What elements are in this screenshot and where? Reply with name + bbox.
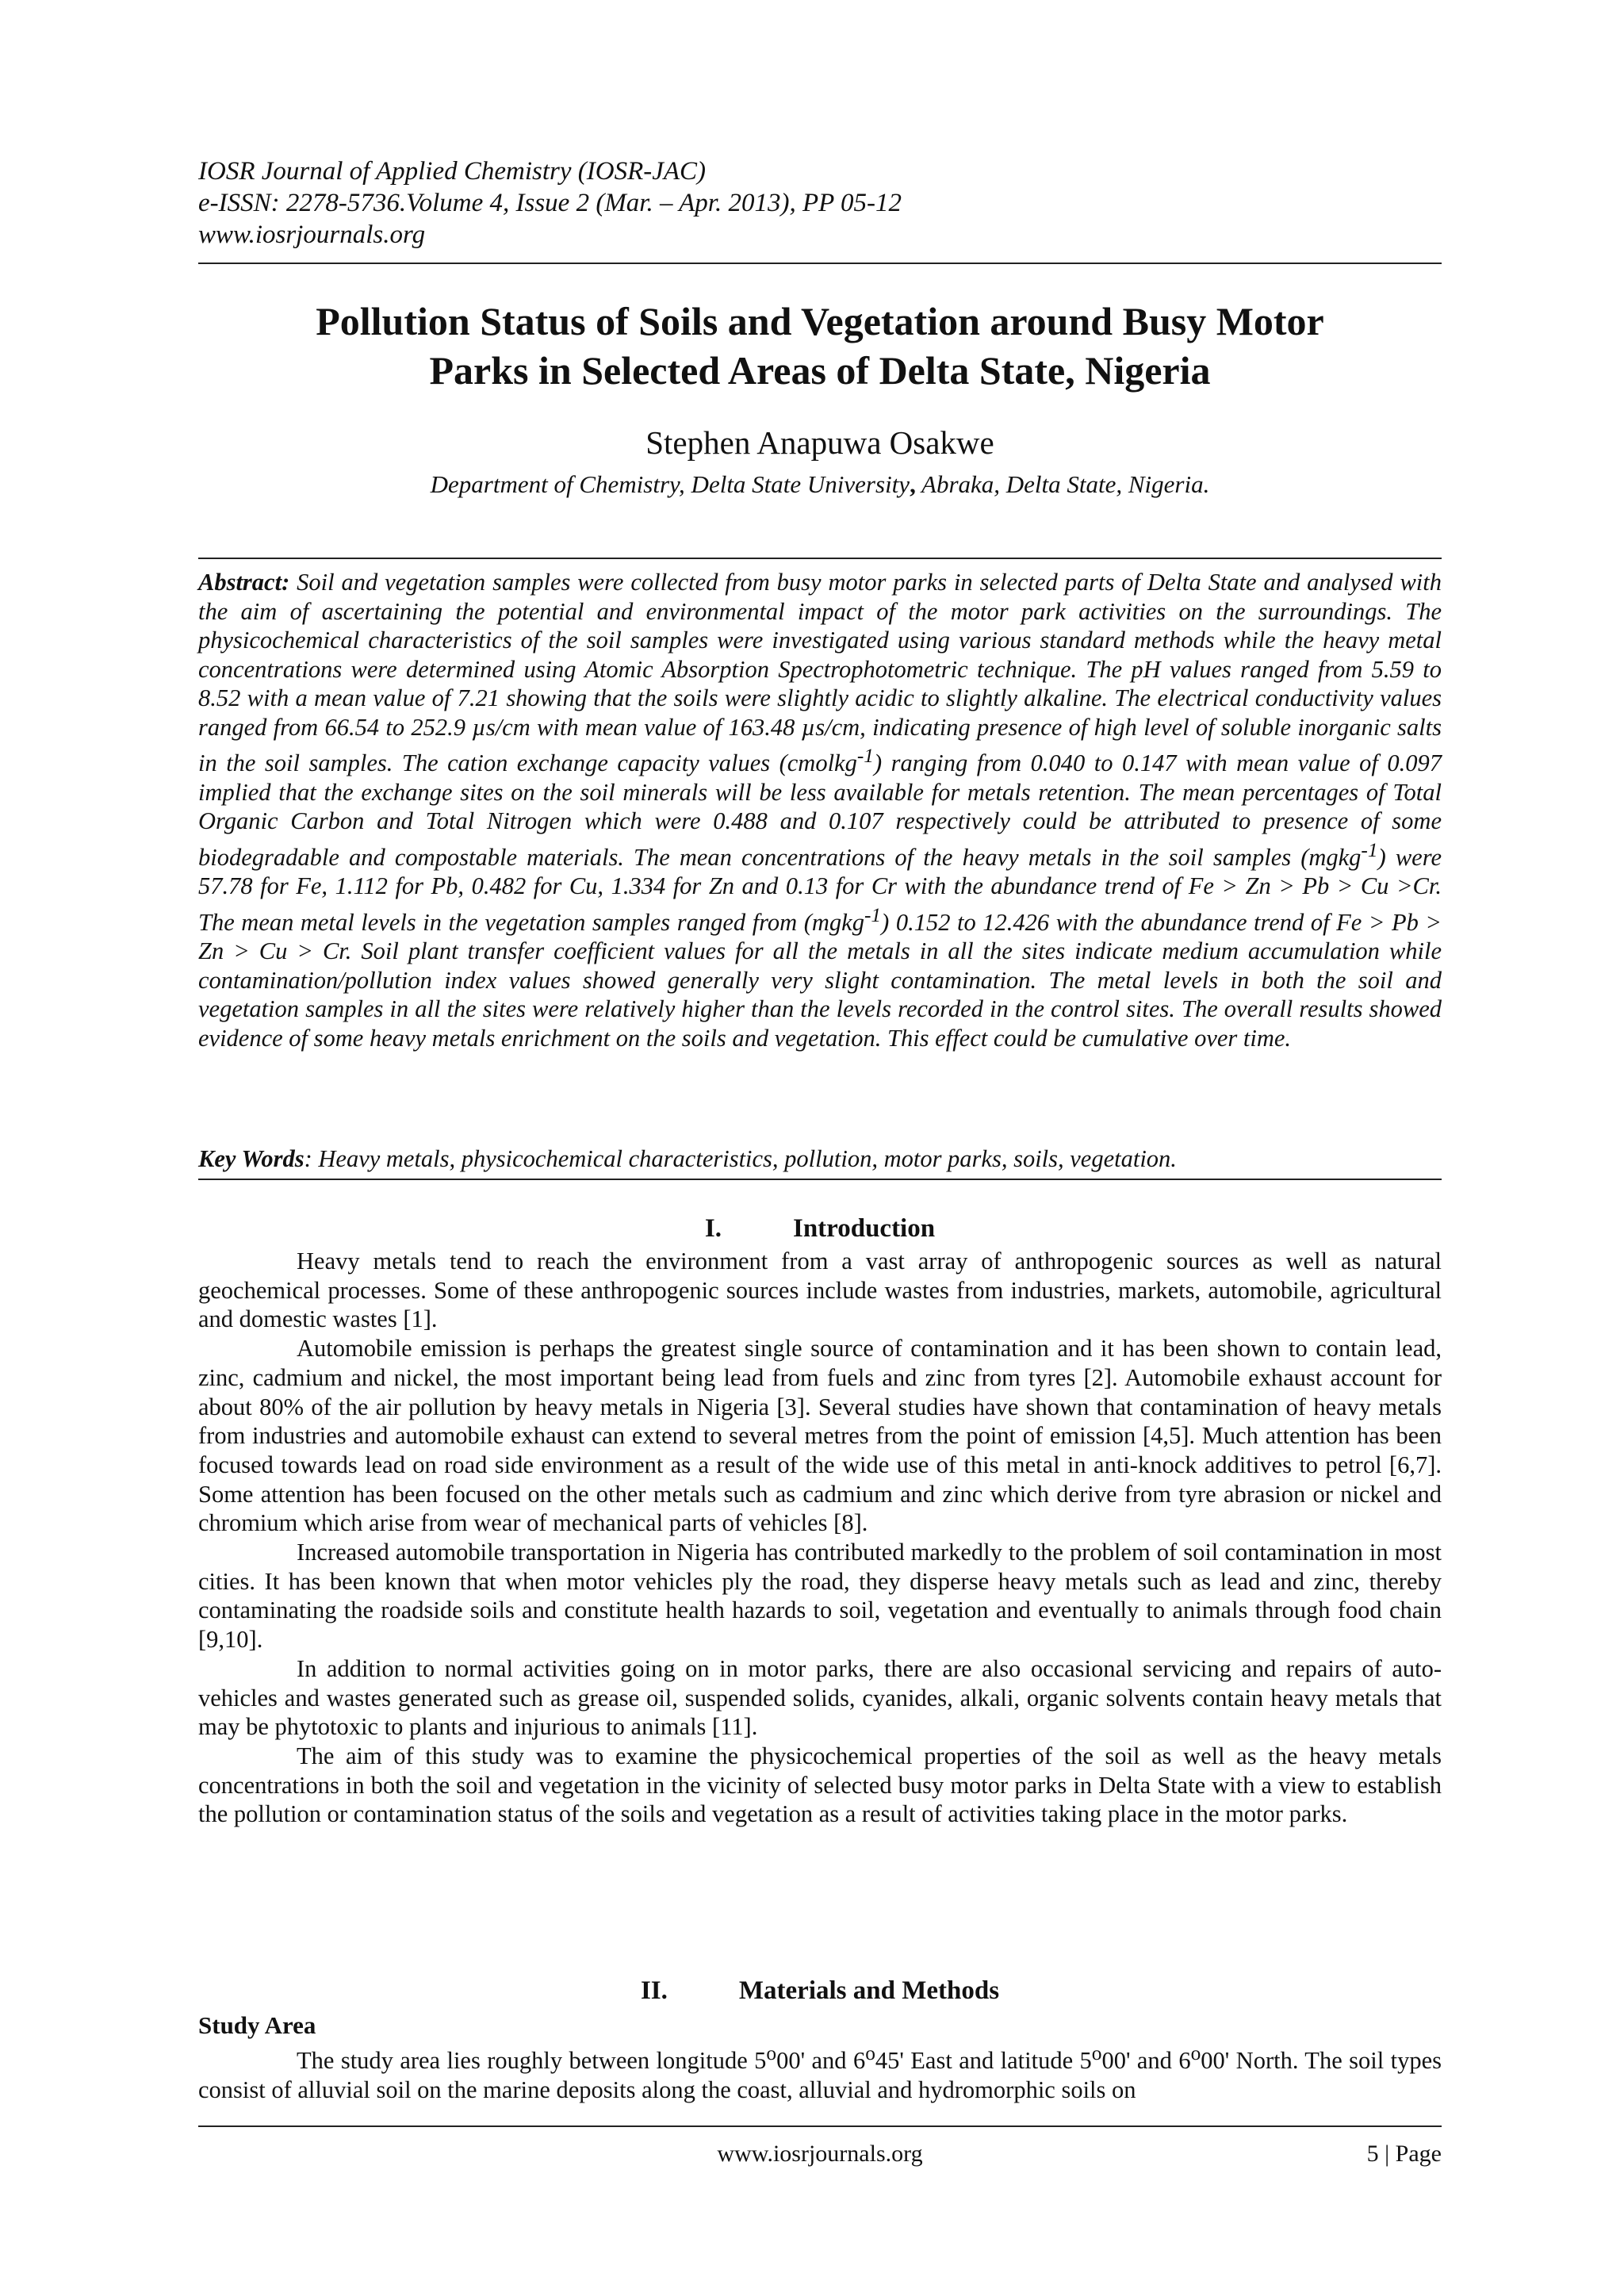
introduction-body xyxy=(198,1247,1442,1829)
affiliation-department: Department of Chemistry, Delta State University xyxy=(430,470,910,498)
paragraph: In addition to normal activities going on in motor parks, there are also occasional servicing and repairs of auto-vehicles and wastes generated such as grease oil, suspended solids, cyanides, alkali, organic solvents contain heavy metals that may be phytotoxic to plants and injurious to animals [11]. xyxy=(198,1654,1442,1741)
degree-sup: o xyxy=(1091,2042,1102,2064)
abstract-text-1: Soil and vegetation samples were collected from busy motor parks in selected parts of Delta State and analysed with the aim of ascertaining the potential and environmental impact of the motor park activities on the surroundings. The physicochemical characteristics of the soil samples were investigated using various standard methods while the heavy metal concentrations were determined using Atomic Absorption Spectrophotometric technique. The pH values ranged from 5.59 to 8.52 with a mean value of 7.21 showing that the soils were slightly acidic to slightly alkaline. The electrical conductivity values ranged from 66.54 to 252.9 µs/cm with mean value of 163.48 µs/cm, indicating presence of high level of soluble inorganic salts in the soil samples. The cation exchange capacity values (cmolkg xyxy=(198,569,1442,777)
affiliation-location: Abraka, Delta State, Nigeria. xyxy=(915,470,1210,498)
abstract xyxy=(198,568,1442,1052)
text-run: The study area lies roughly between longitude 5 xyxy=(297,2047,767,2075)
paper-title xyxy=(198,297,1442,395)
abstract-top-rule xyxy=(198,558,1442,559)
keywords-label: Key Words xyxy=(198,1145,304,1172)
study-area-body xyxy=(198,2039,1442,2105)
text-run: 45' East and latitude 5 xyxy=(875,2047,1092,2075)
degree-sup: o xyxy=(865,2042,875,2064)
paragraph: The aim of this study was to examine the physicochemical properties of the soil as well as the heavy metals concentrations in both the soil and vegetation in the vicinity of selected busy motor parks in Delta State with a view to establish the pollution or contamination status of the soils and vegetation as a result of activities taking place in the motor parks. xyxy=(198,1742,1442,1828)
degree-sup: o xyxy=(766,2042,777,2064)
journal-issn: e-ISSN: 2278-5736.Volume 4, Issue 2 (Mar. – Apr. 2013), PP 05-12 xyxy=(198,189,902,217)
abstract-label: Abstract: xyxy=(198,569,290,596)
text-run: 00' North. The soil types consist of alluvial soil on the marine deposits along the coast, alluvial and hydromorphic soils on xyxy=(198,2047,1442,2103)
abstract-text-2: ) ranging from 0.040 to 0.147 with mean value of 0.097 implied that the exchange sites on the soil minerals will be less available for metals retention. The mean percentages of Total Organic Carbon and Total Nitrogen which were 0.488 and 0.107 respectively could be attributed to presence of some biodegradable and compostable materials. The mean concentrations of the heavy metals in the soil samples (mgkg xyxy=(198,749,1442,871)
abstract-text-4: ) 0.152 to 12.426 with the abundance trend of Fe > Pb > Zn > Cu > Cr. Soil plant transfer coefficient values for all the metals in all the sites indicate medium accumulation while contamination/pollution index values showed generally very slight contamination. The metal levels in both the soil and vegetation samples in all the sites were relatively higher than the levels recorded in the control sites. The overall results showed evidence of some heavy metals enrichment on the soils and vegetation. This effect could be cumulative over time. xyxy=(198,908,1442,1052)
paragraph: Heavy metals tend to reach the environment from a vast array of anthropogenic sources as well as natural geochemical processes. Some of these anthropogenic sources include wastes from industries, markets, automobile, agricultural and domestic wastes [1]. xyxy=(198,1248,1442,1333)
journal-website[interactable]: www.iosrjournals.org xyxy=(198,220,426,249)
section-title: Introduction xyxy=(792,1214,936,1243)
footer-rule xyxy=(198,2125,1442,2127)
page-number: 5 | Page xyxy=(1366,2141,1442,2167)
journal-name: IOSR Journal of Applied Chemistry (IOSR-JAC) xyxy=(198,157,707,186)
degree-sup: o xyxy=(1190,2042,1201,2064)
title-line-1: Pollution Status of Soils and Vegetation around Busy Motor xyxy=(316,299,1324,343)
section-heading-introduction xyxy=(198,1213,1442,1244)
abstract-sup-1: -1 xyxy=(856,745,875,767)
paragraph xyxy=(198,2039,1442,2105)
header-rule xyxy=(198,263,1442,264)
author-affiliation xyxy=(198,470,1442,500)
subheading-study-area: Study Area xyxy=(198,2011,316,2039)
section-title: Materials and Methods xyxy=(738,1976,1000,2005)
section-number: I. xyxy=(704,1214,722,1243)
footer-website[interactable]: www.iosrjournals.org xyxy=(717,2141,923,2167)
title-line-2: Parks in Selected Areas of Delta State, Nigeria xyxy=(429,348,1211,393)
author-name: Stephen Anapuwa Osakwe xyxy=(645,424,994,461)
paragraph: Automobile emission is perhaps the greatest single source of contamination and it has been shown to contain lead, zinc, cadmium and nickel, the most important being lead from fuels and zinc from tyres [2]. Automobile exhaust account for about 80% of the air pollution by heavy metals in Nigeria [3]. Several studies have shown that contamination of heavy metals from industries and automobile exhaust can extend to several metres from the point of emission [4,5]. Much attention has been focused towards lead on road side environment as a result of the wide use of this metal in anti-knock additives to petrol [6,7]. Some attention has been focused on the other metals such as cadmium and zinc which derive from tyre abrasion or nickel and chromium which arise from wear of mechanical parts of vehicles [8]. xyxy=(198,1335,1442,1537)
abstract-bottom-rule xyxy=(198,1179,1442,1180)
journal-header xyxy=(198,155,1442,251)
section-heading-materials-methods xyxy=(198,1975,1442,2007)
abstract-sup-2: -1 xyxy=(1361,838,1378,861)
paragraph: Increased automobile transportation in Nigeria has contributed markedly to the problem of soil contamination in most cities. It has been known that when motor vehicles ply the road, they disperse heavy metals such as lead and zinc, thereby contaminating the roadside soils and constitute health hazards to soil, vegetation and eventually to animals through food chain [9,10]. xyxy=(198,1539,1442,1654)
section-number: II. xyxy=(640,1976,668,2005)
abstract-sup-3: -1 xyxy=(864,903,882,926)
text-run: 00' and 6 xyxy=(1101,2047,1191,2075)
affiliation-comma: , xyxy=(910,470,916,498)
keywords xyxy=(198,1144,1442,1174)
abstract-text-3: ) were 57.78 for Fe, 1.112 for Pb, 0.482 for Cu, 1.334 for Zn and 0.13 for Cr with the abundance trend of Fe > Zn > Pb > Cu >Cr. The mean metal levels in the vegetation samples ranged from (mgkg xyxy=(198,843,1442,936)
text-run: 00' and 6 xyxy=(776,2047,866,2075)
keywords-text: : Heavy metals, physicochemical characteristics, pollution, motor parks, soils, vegetation. xyxy=(304,1145,1177,1172)
